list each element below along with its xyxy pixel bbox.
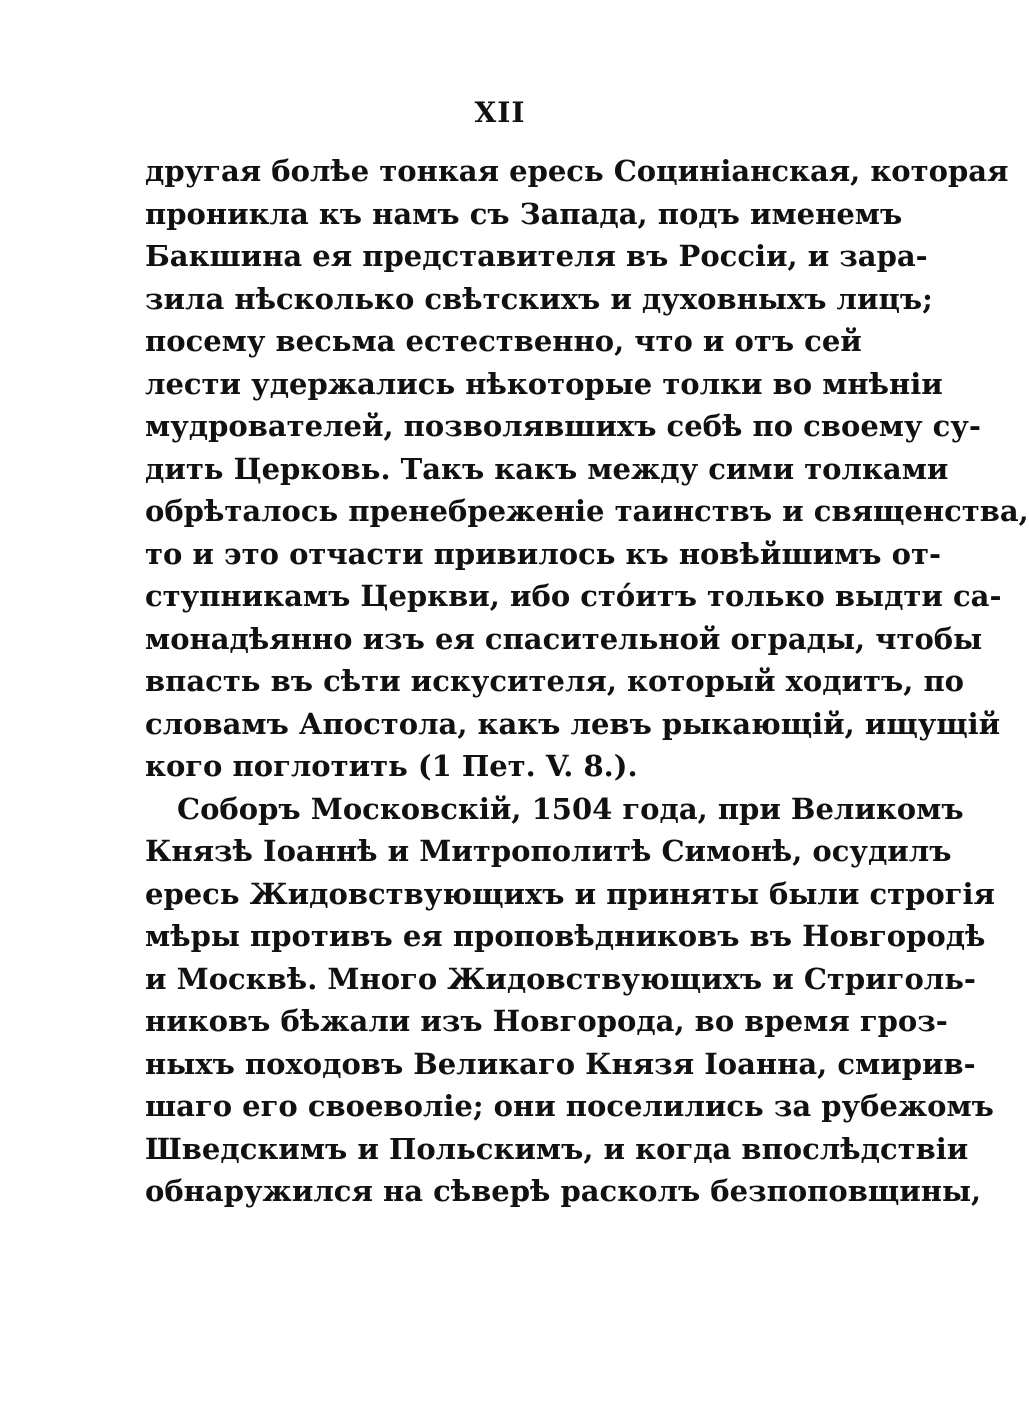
text-line: ныхъ походовъ Великаго Князя Іоанна, смирив- xyxy=(145,1046,976,1081)
paragraph xyxy=(145,150,1029,788)
text-line: мудрователей, позволявшихъ себѣ по своему су- xyxy=(145,409,981,443)
text-line: ересь Жидовствующихъ и приняты были строгія xyxy=(145,876,995,911)
text-line: лести удержались нѣкоторые толки во мнѣніи xyxy=(145,366,943,401)
text-line: и Москвѣ. Много Жидовствующихъ и Стриголь- xyxy=(145,961,976,996)
text-line: шаго его своеволіе; они поселились за рубежомъ xyxy=(145,1089,994,1123)
text-line: Бакшина ея представителя въ Россіи, и зара- xyxy=(145,239,928,273)
text-line: зила нѣсколько свѣтскихъ и духовныхъ лицъ; xyxy=(145,281,933,316)
text-line: другая болѣе тонкая ересь Социніанская, которая xyxy=(145,154,1009,188)
text-line: словамъ Апостола, какъ левъ рыкающій, ищущій xyxy=(145,706,1001,741)
text-line: ступникамъ Церкви, ибо стóитъ только выдти са- xyxy=(145,579,1002,613)
page-number: XII xyxy=(474,96,526,129)
text-line: никовъ бѣжали изъ Новгорода, во время гроз- xyxy=(145,1004,948,1038)
text-line: проникла къ намъ съ Запада, подъ именемъ xyxy=(145,196,903,231)
text-line: впасть въ сѣти искусителя, который ходитъ, по xyxy=(145,664,965,698)
text-line: Шведскимъ и Польскимъ, и когда впослѣдствіи xyxy=(145,1131,969,1166)
text-line: Князѣ Іоаннѣ и Митрополитѣ Симонѣ, осудилъ xyxy=(145,834,952,868)
text-line: мѣры противъ ея проповѣдниковъ въ Новгородѣ xyxy=(145,919,986,953)
text-line: монадѣянно изъ ея спасительной ограды, чтобы xyxy=(145,621,983,656)
text-line: то и это отчасти привилось къ новѣйшимъ от- xyxy=(145,536,941,571)
text-line: Соборъ Московскій, 1504 года, при Великомъ xyxy=(177,791,964,826)
body-text xyxy=(145,150,1029,1213)
paragraph xyxy=(145,788,995,1213)
text-line: посему весьма естественно, что и отъ сей xyxy=(145,324,862,358)
text-line: обнаружился на сѣверѣ расколъ безпоповщины, xyxy=(145,1174,982,1208)
text-line: кого поглотить (1 Пет. V. 8.). xyxy=(145,749,638,783)
text-line: обрѣталось пренебреженіе таинствъ и священства, xyxy=(145,494,1029,528)
text-line: дить Церковь. Такъ какъ между сими толками xyxy=(145,451,949,486)
